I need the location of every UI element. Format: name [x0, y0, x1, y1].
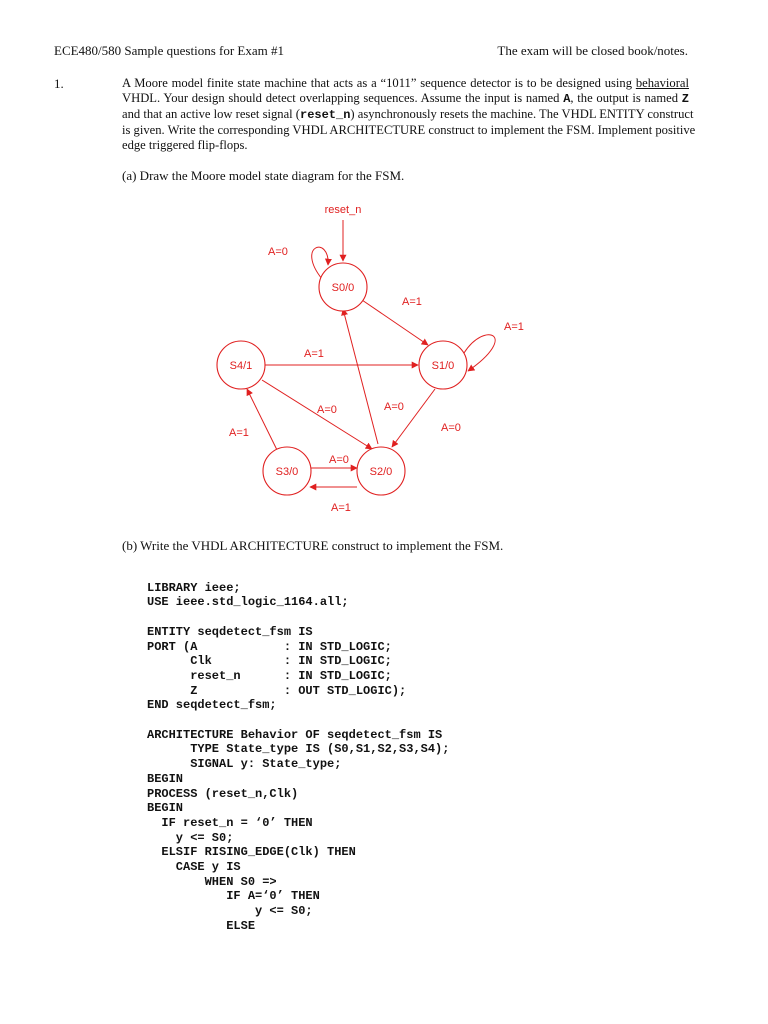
label-s3-s4: A=1 [229, 427, 249, 439]
code-line: CASE y IS [147, 860, 241, 875]
question-line: edge triggered flip-flops. [122, 138, 248, 152]
code-line: WHEN S0 => [147, 874, 277, 889]
code-line: IF A=‘0’ THEN [147, 889, 320, 904]
label-s2-s3: A=1 [331, 502, 351, 514]
state-s1-label: S1/0 [431, 360, 455, 372]
edge-s3-s4 [247, 389, 278, 452]
label-s0-s1: A=1 [402, 296, 422, 308]
code-line: Z : OUT STD_LOGIC); [147, 683, 407, 698]
code-line: SIGNAL y: State_type; [147, 757, 342, 772]
code-line: IF reset_n = ‘0’ THEN [147, 815, 313, 830]
code-line: y <= S0; [147, 830, 234, 845]
label-s1-s2: A=0 [441, 422, 461, 434]
question-number: 1. [54, 76, 64, 91]
code-line: BEGIN [147, 771, 184, 786]
edge-s1-s2 [392, 389, 435, 447]
header-course-title: ECE480/580 Sample questions for Exam #1 [54, 43, 285, 58]
code-line: TYPE State_type IS (S0,S1,S2,S3,S4); [147, 742, 450, 757]
code-line: ELSIF RISING_EDGE(Clk) THEN [147, 845, 356, 860]
label-s3-s2: A=0 [329, 454, 349, 466]
reset-label: reset_n [324, 204, 362, 216]
code-line: LIBRARY ieee; [147, 580, 241, 595]
code-line: ENTITY seqdetect_fsm IS [147, 624, 313, 639]
state-s3-label: S3/0 [275, 466, 299, 478]
question-underlined-word: behavioral [635, 76, 689, 90]
entity-code-block [147, 566, 406, 728]
label-s0-self: A=0 [268, 246, 288, 258]
code-line: PROCESS (reset_n,Clk) [147, 786, 299, 801]
output-name: Z [681, 92, 689, 106]
architecture-code-block [147, 713, 449, 948]
edge-s2-s0 [343, 309, 378, 444]
header-exam-note: The exam will be closed book/notes. [497, 43, 688, 58]
state-s0-label: S0/0 [331, 282, 355, 294]
code-line: y <= S0; [147, 904, 313, 919]
state-diagram [200, 195, 560, 525]
s1-self-loop [464, 335, 495, 371]
label-s2-s0: A=0 [384, 401, 404, 413]
part-a-prompt: (a) Draw the Moore model state diagram for the FSM. [122, 168, 405, 183]
question-line: is given. Write the corresponding VHDL ARCHITECTURE construct to implement the FSM. Implement positive [122, 123, 696, 137]
question-line: , the output is named [570, 91, 682, 105]
reset-name: reset_n [300, 108, 351, 122]
label-s4-s1: A=1 [304, 348, 324, 360]
state-s4-label: S4/1 [229, 360, 253, 372]
question-line: VHDL. Your design should detect overlapping sequences. Assume the input is named [122, 91, 564, 105]
code-line: END seqdetect_fsm; [147, 698, 277, 713]
label-s1-self: A=1 [504, 321, 524, 333]
state-s2-label: S2/0 [369, 466, 393, 478]
code-line [147, 610, 406, 625]
question-text [122, 76, 696, 153]
part-b-prompt: (b) Write the VHDL ARCHITECTURE construct to implement the FSM. [122, 538, 504, 553]
code-line: ELSE [147, 918, 256, 933]
question-line: A Moore model finite state machine that acts as a “1011” sequence detector is to be designed using [122, 76, 636, 90]
question-line: ) asynchronously resets the machine. The VHDL ENTITY construct [350, 107, 694, 121]
label-s4-s2: A=0 [317, 404, 337, 416]
code-line: Clk : IN STD_LOGIC; [147, 654, 392, 669]
code-line: reset_n : IN STD_LOGIC; [147, 668, 392, 683]
code-line: PORT (A : IN STD_LOGIC; [147, 639, 392, 654]
code-line: ARCHITECTURE Behavior OF seqdetect_fsm IS [147, 727, 443, 742]
question-line: and that an active low reset signal ( [122, 107, 300, 121]
input-name: A [563, 92, 571, 106]
code-line: USE ieee.std_logic_1164.all; [147, 595, 349, 610]
code-line: BEGIN [147, 801, 184, 816]
